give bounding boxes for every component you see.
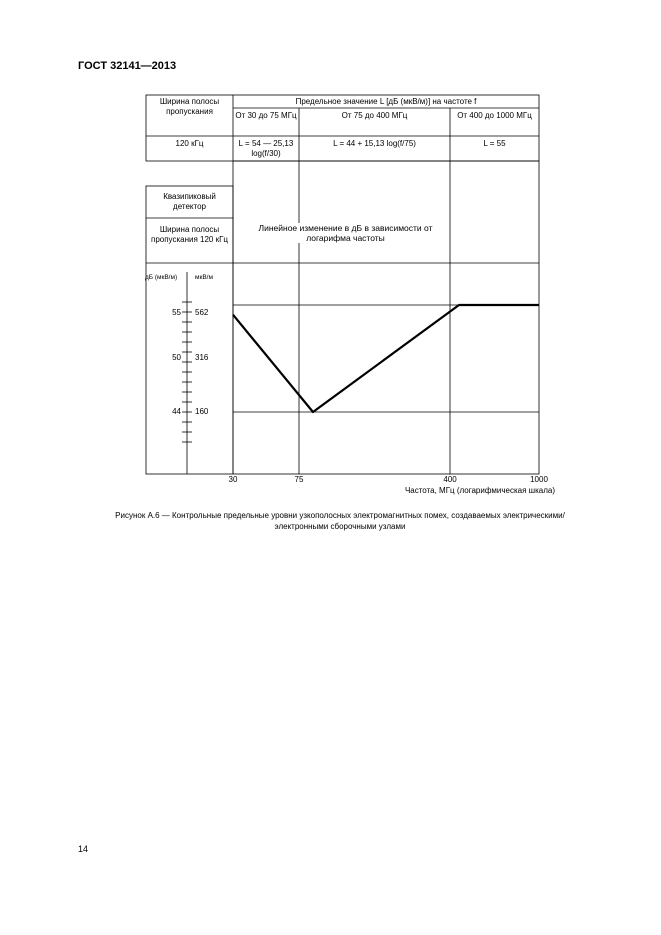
unit-uv-label: мкВ/м bbox=[195, 274, 213, 281]
x-tick-75: 75 bbox=[294, 475, 304, 484]
limit-line bbox=[233, 305, 539, 412]
scale-db-44: 44 bbox=[172, 407, 181, 416]
chart-frame bbox=[233, 161, 539, 474]
x-tick-400: 400 bbox=[443, 475, 457, 484]
document-header: ГОСТ 32141—2013 bbox=[78, 60, 177, 72]
x-axis-label: Частота, МГц (логарифмическая шкала) bbox=[404, 486, 555, 495]
scale-uv-160: 160 bbox=[195, 407, 209, 416]
bandwidth-label: Ширина полосы пропускания 120 кГц bbox=[150, 225, 229, 244]
range-75-400: От 75 до 400 МГц bbox=[341, 111, 408, 120]
formula-400-1000: L = 55 bbox=[483, 139, 506, 148]
row-bandwidth-120khz: 120 кГц bbox=[175, 139, 204, 148]
formula-30-75: L = 54 — 25,13 log(f/30) bbox=[238, 139, 294, 158]
x-tick-30: 30 bbox=[228, 475, 238, 484]
scale-uv-562: 562 bbox=[195, 308, 209, 317]
limit-span-header: Предельное значение L [дБ (мкВ/м)] на частоте f bbox=[295, 97, 477, 106]
scale-db-55: 55 bbox=[172, 308, 181, 317]
formula-75-400: L = 44 + 15,13 log(f/75) bbox=[333, 139, 416, 148]
unit-db-label: дБ (мкВ/м) bbox=[145, 274, 178, 281]
range-30-75: От 30 до 75 МГц bbox=[235, 111, 297, 120]
page-number: 14 bbox=[78, 844, 89, 854]
figure-caption: Рисунок А.6 — Контрольные предельные уровни узкополосных электромагнитных помех, создаваемых электрическими/электронными сборочными узлами bbox=[115, 511, 565, 531]
scale-uv-316: 316 bbox=[195, 353, 209, 362]
chart-note: Линейное изменение в дБ в зависимости от логарифма частоты bbox=[258, 223, 433, 243]
range-400-1000: От 400 до 1000 МГц bbox=[457, 111, 532, 120]
detector-label: Квазипиковый детектор bbox=[163, 192, 216, 211]
bandwidth-col-header: Ширина полосы пропускания bbox=[159, 97, 220, 116]
x-tick-1000: 1000 bbox=[530, 475, 548, 484]
scale-db-50: 50 bbox=[172, 353, 181, 362]
